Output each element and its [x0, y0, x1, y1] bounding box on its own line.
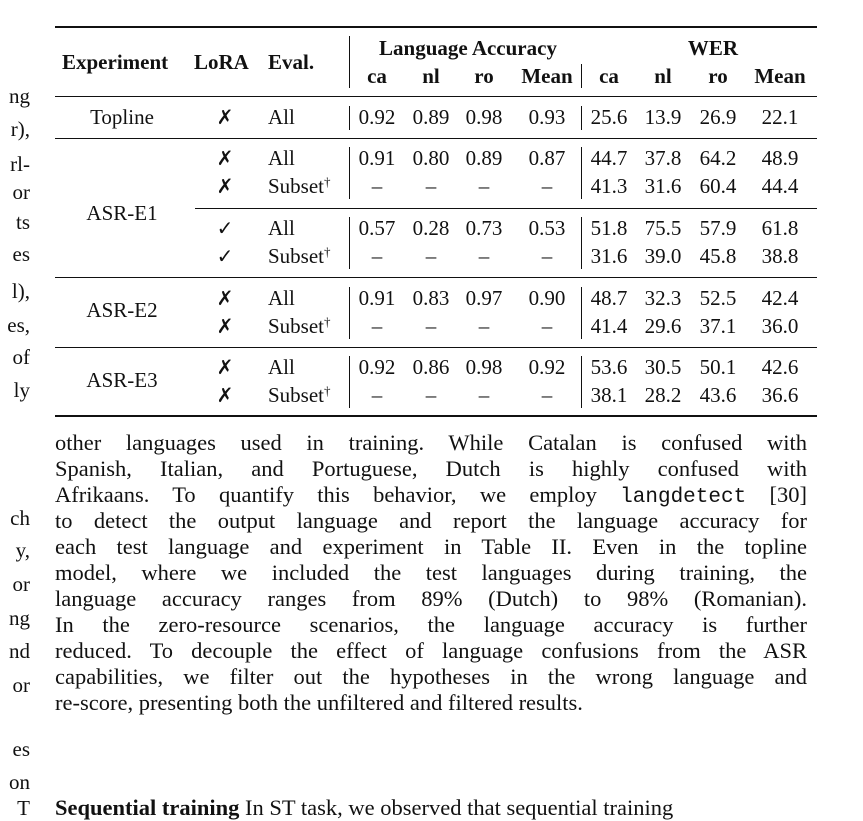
wer-ca: 38.1 [590, 383, 628, 407]
acc-mean: – [541, 174, 553, 198]
acc-mean: 0.87 [528, 146, 566, 170]
wer-ro: 64.2 [699, 146, 737, 170]
fragment: ng [9, 606, 30, 630]
acc-nl: 0.86 [412, 355, 450, 379]
paragraph-line: other languages used in training. While Catalan is confused with [55, 430, 807, 455]
subgroup-rule [195, 208, 817, 209]
fragment: or [12, 180, 30, 204]
paragraph-line: each test language and experiment in Table II. Even in the topline [55, 534, 807, 559]
subheader-wer-ca: ca [599, 64, 619, 88]
wer-ro: 52.5 [699, 286, 737, 310]
wer-ro: 60.4 [699, 174, 737, 198]
subheader-acc-mean: Mean [521, 64, 573, 88]
fragment: y, [15, 538, 30, 562]
acc-ro: 0.97 [465, 286, 503, 310]
paragraph-line: re-score, presenting both the unfiltered and filtered results. [55, 690, 583, 715]
fragment: T [17, 796, 30, 820]
acc-ca: 0.91 [358, 146, 396, 170]
acc-ca: – [371, 383, 383, 407]
acc-ca: – [371, 314, 383, 338]
acc-ro: 0.73 [465, 216, 503, 240]
wer-mean: 42.4 [761, 286, 799, 310]
wer-mean: 36.0 [761, 314, 799, 338]
wer-mean: 36.6 [761, 383, 799, 407]
lora-cross-icon: ✗ [216, 355, 234, 379]
acc-mean: – [541, 244, 553, 268]
acc-ro: 0.98 [465, 105, 503, 129]
acc-nl: 0.80 [412, 146, 450, 170]
fragment: es [12, 242, 30, 266]
acc-ro: – [478, 383, 490, 407]
column-divider [581, 287, 582, 339]
acc-ca: 0.92 [358, 355, 396, 379]
fragment: on [9, 770, 30, 794]
acc-nl: – [425, 244, 437, 268]
lora-cross-icon: ✗ [216, 286, 234, 310]
subheader-wer-ro: ro [708, 64, 728, 88]
dagger-mark: † [324, 383, 331, 398]
lora-cross-icon: ✗ [216, 146, 234, 170]
wer-ca: 48.7 [590, 286, 628, 310]
acc-mean: 0.90 [528, 286, 566, 310]
wer-ca: 41.4 [590, 314, 628, 338]
wer-ro: 26.9 [699, 105, 737, 129]
column-divider [349, 147, 350, 199]
fragment: es, [7, 313, 30, 337]
column-divider [581, 64, 582, 88]
subheader-wer-nl: nl [654, 64, 672, 88]
fragment: rl- [10, 152, 30, 176]
wer-mean: 38.8 [761, 244, 799, 268]
wer-ca: 41.3 [590, 174, 628, 198]
table-bottom-rule [55, 415, 817, 417]
acc-nl: 0.83 [412, 286, 450, 310]
acc-mean: 0.93 [528, 105, 566, 129]
acc-ro: 0.89 [465, 146, 503, 170]
acc-nl: 0.28 [412, 216, 450, 240]
fragment: l), [11, 279, 30, 303]
fragment: nd [9, 639, 30, 663]
column-divider [581, 147, 582, 199]
lora-cross-icon: ✗ [216, 314, 234, 338]
column-divider [349, 36, 350, 88]
eval-cell: Subset† [268, 174, 331, 198]
column-divider [581, 356, 582, 408]
column-divider [349, 217, 350, 269]
eval-cell: Subset† [268, 383, 331, 407]
fragment: or [12, 572, 30, 596]
paragraph-line: language accuracy ranges from 89% (Dutch) to 98% (Romanian). [55, 586, 807, 611]
wer-ro: 50.1 [699, 355, 737, 379]
acc-ca: – [371, 174, 383, 198]
acc-mean: 0.92 [528, 355, 566, 379]
wer-ro: 43.6 [699, 383, 737, 407]
acc-ca: 0.57 [358, 216, 396, 240]
eval-cell: All [268, 216, 295, 240]
acc-nl: 0.89 [412, 105, 450, 129]
group-rule [55, 347, 817, 348]
experiment-label: Topline [90, 105, 154, 129]
paragraph-line: Afrikaans. To quantify this behavior, we employ langdetect [30] [55, 482, 807, 509]
acc-ro: 0.98 [465, 355, 503, 379]
acc-nl: – [425, 174, 437, 198]
table-top-rule [55, 26, 817, 28]
subheader-acc-ro: ro [474, 64, 494, 88]
header-rule [55, 96, 817, 97]
header-experiment: Experiment [62, 50, 169, 74]
column-divider [581, 217, 582, 269]
header-language-accuracy: Language Accuracy [379, 36, 557, 60]
eval-cell: Subset† [268, 314, 331, 338]
eval-cell: Subset† [268, 244, 331, 268]
wer-nl: 39.0 [644, 244, 682, 268]
header-wer: WER [687, 36, 739, 60]
wer-ca: 31.6 [590, 244, 628, 268]
group-rule [55, 277, 817, 278]
fragment: ch [10, 506, 30, 530]
wer-ro: 45.8 [699, 244, 737, 268]
fragment: r), [10, 117, 30, 141]
acc-ca: – [371, 244, 383, 268]
wer-mean: 22.1 [761, 105, 799, 129]
paragraph-line: In the zero-resource scenarios, the language accuracy is further [55, 612, 807, 637]
eval-cell: All [268, 105, 295, 129]
lora-cross-icon: ✗ [216, 383, 234, 407]
eval-cell: All [268, 146, 295, 170]
wer-nl: 75.5 [644, 216, 682, 240]
wer-mean: 48.9 [761, 146, 799, 170]
body-paragraph [55, 430, 807, 716]
subheader-wer-mean: Mean [754, 64, 806, 88]
paragraph-line: Spanish, Italian, and Portuguese, Dutch is highly confused with [55, 456, 807, 481]
wer-nl: 30.5 [644, 355, 682, 379]
dagger-mark: † [324, 174, 331, 189]
experiment-label: ASR-E3 [86, 368, 158, 392]
wer-mean: 42.6 [761, 355, 799, 379]
wer-ro: 57.9 [699, 216, 737, 240]
acc-ca: 0.92 [358, 105, 396, 129]
wer-ca: 51.8 [590, 216, 628, 240]
fragment: or [12, 673, 30, 697]
section-text: In ST task, we observed that sequential training [239, 795, 674, 820]
wer-nl: 31.6 [644, 174, 682, 198]
paragraph-line: reduced. To decouple the effect of language confusions from the ASR [55, 638, 807, 663]
header-eval: Eval. [268, 50, 315, 74]
fragment: ts [15, 210, 30, 234]
fragment: of [12, 345, 30, 369]
acc-nl: – [425, 314, 437, 338]
group-rule [55, 138, 817, 139]
wer-nl: 13.9 [644, 105, 682, 129]
experiment-label: ASR-E1 [86, 201, 158, 225]
acc-mean: – [541, 383, 553, 407]
header-lora: LoRA [194, 50, 249, 74]
subheader-acc-nl: nl [422, 64, 440, 88]
column-divider [349, 356, 350, 408]
dagger-mark: † [324, 314, 331, 329]
acc-ro: – [478, 174, 490, 198]
lora-cross-icon: ✗ [216, 174, 234, 198]
column-divider [349, 287, 350, 339]
subheader-acc-ca: ca [367, 64, 387, 88]
column-divider [349, 106, 350, 130]
wer-ca: 53.6 [590, 355, 628, 379]
acc-ro: – [478, 314, 490, 338]
lora-cross-icon: ✗ [216, 105, 234, 129]
eval-cell: All [268, 286, 295, 310]
wer-nl: 29.6 [644, 314, 682, 338]
code-langdetect: langdetect [620, 486, 747, 509]
lora-check-icon: ✓ [216, 244, 234, 268]
experiment-label: ASR-E2 [86, 298, 158, 322]
wer-ca: 25.6 [590, 105, 628, 129]
dagger-mark: † [324, 244, 331, 259]
acc-mean: 0.53 [528, 216, 566, 240]
paragraph-line: to detect the output language and report the language accuracy for [55, 508, 807, 533]
wer-ca: 44.7 [590, 146, 628, 170]
wer-nl: 32.3 [644, 286, 682, 310]
fragment: es [12, 737, 30, 761]
next-section-line [55, 795, 673, 821]
wer-nl: 28.2 [644, 383, 682, 407]
acc-ca: 0.91 [358, 286, 396, 310]
wer-ro: 37.1 [699, 314, 737, 338]
acc-nl: – [425, 383, 437, 407]
wer-mean: 61.8 [761, 216, 799, 240]
acc-ro: – [478, 244, 490, 268]
wer-nl: 37.8 [644, 146, 682, 170]
section-heading: Sequential training [55, 795, 240, 820]
fragment: ly [13, 378, 30, 402]
eval-cell: All [268, 355, 295, 379]
lora-check-icon: ✓ [216, 216, 234, 240]
fragment: ng [9, 84, 30, 108]
paragraph-line: model, where we included the test languages during training, the [55, 560, 807, 585]
acc-mean: – [541, 314, 553, 338]
column-divider [581, 106, 582, 130]
wer-mean: 44.4 [761, 174, 799, 198]
paragraph-line: capabilities, we filter out the hypotheses in the wrong language and [55, 664, 807, 689]
